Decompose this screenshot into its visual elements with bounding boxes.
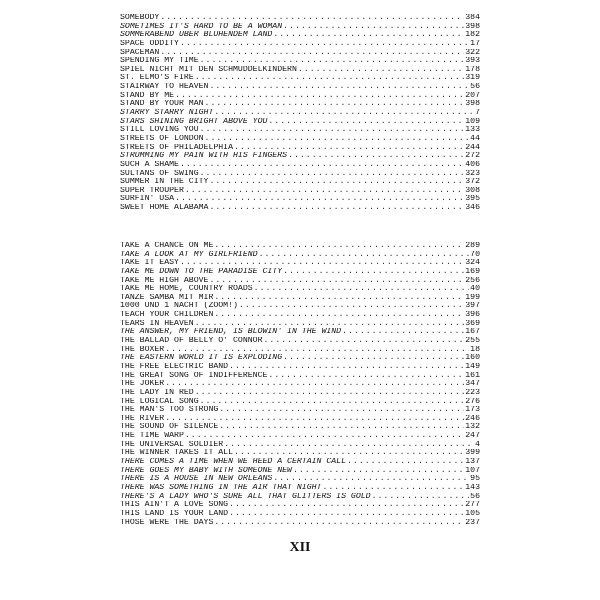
song-page-number: 169 xyxy=(465,267,480,276)
song-title: THE JOKER xyxy=(120,380,165,389)
index-entry[interactable] xyxy=(120,268,480,277)
song-title: SULTANS OF SWING xyxy=(120,169,199,178)
index-entry[interactable] xyxy=(120,242,480,251)
song-page-number: 323 xyxy=(465,169,480,178)
song-title: TAKE ME HOME, COUNTRY ROADS xyxy=(120,285,253,294)
song-page-number: 95 xyxy=(470,475,480,484)
dot-leader xyxy=(347,458,464,467)
index-entry[interactable] xyxy=(120,328,480,337)
song-page-number: 199 xyxy=(465,293,480,302)
song-title: THE EASTERN WORLD IT IS EXPLODING xyxy=(120,354,283,363)
index-entry[interactable] xyxy=(120,415,480,424)
song-page-number: 149 xyxy=(465,362,480,371)
dot-leader xyxy=(229,363,464,372)
song-title: THERE IS A HOUSE IN NEW ORLEANS xyxy=(120,475,273,484)
page-number: XII xyxy=(289,540,311,555)
dot-leader xyxy=(293,467,464,476)
song-page-number: 109 xyxy=(465,117,480,126)
dot-leader xyxy=(160,14,464,23)
song-title: THE BALLAD OF BELLY O' CONNOR xyxy=(120,337,263,346)
song-page-number: 256 xyxy=(465,276,480,285)
dot-leader xyxy=(322,484,464,493)
index-entry[interactable] xyxy=(120,74,480,83)
song-title: THE RIVER xyxy=(120,414,165,423)
index-entry[interactable] xyxy=(120,14,480,23)
dot-leader xyxy=(219,406,464,415)
song-page-number: 347 xyxy=(465,380,480,389)
dot-leader xyxy=(185,187,464,196)
index-entry[interactable] xyxy=(120,277,480,286)
index-entry[interactable] xyxy=(120,432,480,441)
dot-leader xyxy=(195,389,465,398)
index-entry[interactable] xyxy=(120,251,480,260)
song-page-number: 346 xyxy=(465,204,480,213)
song-title: TEACH YOUR CHILDREN xyxy=(120,311,214,320)
song-page-number: 137 xyxy=(465,458,480,467)
song-title: THERE GOES MY BABY WITH SOMEONE NEW xyxy=(120,466,292,475)
song-title: TAKE ME DOWN TO THE PARADISE CITY xyxy=(120,267,283,276)
dot-leader xyxy=(209,277,464,286)
song-page-number: 322 xyxy=(465,48,480,57)
index-entry[interactable] xyxy=(120,100,480,109)
index-entry[interactable] xyxy=(120,294,480,303)
dot-leader xyxy=(175,195,464,204)
song-title: THE WINNER TAKES IT ALL xyxy=(120,449,234,458)
index-entry[interactable] xyxy=(120,170,480,179)
index-entry[interactable] xyxy=(120,31,480,40)
dot-leader xyxy=(165,380,464,389)
dot-leader xyxy=(165,415,464,424)
dot-leader xyxy=(283,23,464,32)
song-title: SOMETIMES IT'S HARD TO BE A WOMAN xyxy=(120,22,283,31)
index-entry[interactable] xyxy=(120,40,480,49)
dot-leader xyxy=(160,49,464,58)
song-page-number: 56 xyxy=(470,83,480,92)
index-entry[interactable] xyxy=(120,49,480,58)
dot-leader xyxy=(264,337,465,346)
dot-leader xyxy=(239,302,464,311)
song-title: TANZE SAMBA MIT MIR xyxy=(120,293,214,302)
song-title: THIS LAND IS YOUR LAND xyxy=(120,509,229,518)
index-entry[interactable] xyxy=(120,493,480,502)
song-page-number: 289 xyxy=(465,242,480,250)
dot-leader xyxy=(205,100,465,109)
song-page-number: 161 xyxy=(465,371,480,380)
dot-leader xyxy=(259,251,470,260)
dot-leader xyxy=(165,346,469,355)
song-title: STAND BY YOUR MAN xyxy=(120,100,204,109)
index-entry[interactable] xyxy=(120,372,480,381)
song-page-number: 406 xyxy=(465,160,480,169)
song-title: SPIEL NICHT MIT DEN SCHMUDDELKINDERN xyxy=(120,65,297,74)
song-title: SUPER TROUPER xyxy=(120,186,184,195)
song-title: 1000 UND 1 NACHT (ZOOM!) xyxy=(120,302,238,311)
song-page-number: 246 xyxy=(465,414,480,423)
song-page-number: 247 xyxy=(465,432,480,441)
song-title: TEARS IN HEAVEN xyxy=(120,319,194,328)
song-title: SOMEBODY xyxy=(120,14,160,22)
index-entry[interactable] xyxy=(120,501,480,510)
index-entry[interactable] xyxy=(120,484,480,493)
song-page-number: 237 xyxy=(465,518,480,527)
index-entry[interactable] xyxy=(120,449,480,458)
song-title: SURFIN' USA xyxy=(120,195,175,204)
dot-leader xyxy=(254,285,470,294)
song-page-number: 399 xyxy=(465,449,480,458)
index-entry[interactable] xyxy=(120,389,480,398)
dot-leader xyxy=(268,118,464,127)
song-title: STAND BY ME xyxy=(120,91,175,100)
dot-leader xyxy=(200,57,465,66)
dot-leader xyxy=(200,170,465,179)
dot-leader xyxy=(214,109,474,118)
index-entry[interactable] xyxy=(120,204,480,213)
song-title: THE LOGICAL SONG xyxy=(120,397,199,406)
song-title: SWEET HOME ALABAMA xyxy=(120,204,209,213)
dot-leader xyxy=(180,161,464,170)
song-page-number: 107 xyxy=(465,466,480,475)
song-page-number: 369 xyxy=(465,319,480,328)
song-title: STREETS OF PHILADELPHIA xyxy=(120,143,234,152)
song-title: THERE'S A LADY WHO'S SURE ALL THAT GLITTERS IS GOLD xyxy=(120,492,371,501)
dot-leader xyxy=(200,398,465,407)
dot-leader xyxy=(298,66,464,75)
song-page-number: 173 xyxy=(465,406,480,415)
index-entry[interactable] xyxy=(120,363,480,372)
song-page-number: 133 xyxy=(465,126,480,135)
index-entry[interactable] xyxy=(120,320,480,329)
index-entry[interactable] xyxy=(120,109,480,118)
dot-leader xyxy=(180,40,469,49)
index-entry[interactable] xyxy=(120,92,480,101)
dot-leader xyxy=(224,441,474,450)
song-title: STARS SHINING BRIGHT ABOVE YOU xyxy=(120,117,268,126)
song-index-list-t xyxy=(120,242,480,527)
index-entry[interactable] xyxy=(120,380,480,389)
index-entry[interactable] xyxy=(120,510,480,519)
index-entry[interactable] xyxy=(120,66,480,75)
index-entry[interactable] xyxy=(120,195,480,204)
song-title: SPACEMAN xyxy=(120,48,160,57)
dot-leader xyxy=(229,501,464,510)
song-page-number: 132 xyxy=(465,423,480,432)
song-page-number: 18 xyxy=(470,345,480,354)
index-entry[interactable] xyxy=(120,441,480,450)
song-title: STAIRWAY TO HEAVEN xyxy=(120,83,209,92)
song-title: THIS AIN'T A LOVE SONG xyxy=(120,501,229,510)
song-page-number: 396 xyxy=(465,311,480,320)
song-title: THERE WAS SOMETHING IN THE AIR THAT NIGHT xyxy=(120,483,322,492)
index-entry[interactable] xyxy=(120,126,480,135)
song-title: THE UNIVERSAL SOLDIER xyxy=(120,440,224,449)
dot-leader xyxy=(342,328,464,337)
song-title: SUMMER IN THE CITY xyxy=(120,178,209,187)
index-entry[interactable] xyxy=(120,406,480,415)
song-page-number: 207 xyxy=(465,91,480,100)
dot-leader xyxy=(180,259,464,268)
song-page-number: 7 xyxy=(475,109,480,118)
song-page-number: 160 xyxy=(465,354,480,363)
index-entry[interactable] xyxy=(120,337,480,346)
song-page-number: 167 xyxy=(465,328,480,337)
song-index-list-s xyxy=(120,14,480,213)
song-title: SOMMERABEND ÜBER BLÜHENDEM LAND xyxy=(120,31,273,40)
song-title: TAKE A LOOK AT MY GIRLFRIEND xyxy=(120,250,258,259)
song-page-number: 395 xyxy=(465,195,480,204)
song-title: STILL LOVING YOU xyxy=(120,126,199,135)
dot-leader xyxy=(234,144,464,153)
dot-leader xyxy=(214,294,464,303)
index-entry[interactable] xyxy=(120,178,480,187)
song-page-number: 277 xyxy=(465,501,480,510)
index-entry[interactable] xyxy=(120,118,480,127)
song-title: THOSE WERE THE DAYS xyxy=(120,518,214,527)
dot-leader xyxy=(214,242,464,251)
song-page-number: 182 xyxy=(465,31,480,40)
dot-leader xyxy=(268,372,464,381)
index-entry[interactable] xyxy=(120,57,480,66)
index-entry[interactable] xyxy=(120,285,480,294)
song-page-number: 143 xyxy=(465,483,480,492)
song-page-number: 44 xyxy=(470,134,480,143)
song-title: THE SOUND OF SILENCE xyxy=(120,423,219,432)
index-entry[interactable] xyxy=(120,458,480,467)
dot-leader xyxy=(214,519,464,528)
song-page-number: 255 xyxy=(465,337,480,346)
song-title: THERE COMES A TIME WHEN WE HEED A CERTAIN CALL xyxy=(120,458,347,467)
song-title: THE ANSWER, MY FRIEND, IS BLOWIN' IN THE WIND xyxy=(120,328,342,337)
song-page-number: 398 xyxy=(465,22,480,31)
song-title: THE MAN'S TOO STRONG xyxy=(120,406,219,415)
dot-leader xyxy=(185,432,464,441)
dot-leader xyxy=(175,92,464,101)
song-title: THE BOXER xyxy=(120,345,165,354)
song-page-number: 70 xyxy=(470,250,480,259)
dot-leader xyxy=(219,423,464,432)
song-title: SPENDING MY TIME xyxy=(120,57,199,66)
dot-leader xyxy=(372,493,470,502)
dot-leader xyxy=(234,449,464,458)
song-title: STREETS OF LONDON xyxy=(120,134,204,143)
song-title: ST. ELMO'S FIRE xyxy=(120,74,194,83)
song-page-number: 56 xyxy=(470,492,480,501)
song-title: STARRY STARRY NIGHT xyxy=(120,109,214,118)
index-entry[interactable] xyxy=(120,23,480,32)
song-title: TAKE ME HIGH ABOVE xyxy=(120,276,209,285)
song-page-number: 276 xyxy=(465,397,480,406)
song-title: THE FREE ELECTRIC BAND xyxy=(120,362,229,371)
dot-leader xyxy=(209,178,464,187)
dot-leader xyxy=(229,510,464,519)
song-page-number: 398 xyxy=(465,100,480,109)
dot-leader xyxy=(273,475,469,484)
song-page-number: 40 xyxy=(470,285,480,294)
index-entry[interactable] xyxy=(120,346,480,355)
song-page-number: 384 xyxy=(465,14,480,22)
song-page-number: 105 xyxy=(465,509,480,518)
dot-leader xyxy=(214,311,464,320)
song-title: TAKE IT EASY xyxy=(120,259,179,268)
dot-leader xyxy=(288,152,464,161)
song-title: SPACE ODDITY xyxy=(120,39,179,48)
index-entry[interactable] xyxy=(120,259,480,268)
song-page-number: 372 xyxy=(465,178,480,187)
song-title: TAKE A CHANCE ON ME xyxy=(120,242,214,250)
song-page-number: 308 xyxy=(465,186,480,195)
song-page-number: 178 xyxy=(465,65,480,74)
index-entry[interactable] xyxy=(120,152,480,161)
index-entry[interactable] xyxy=(120,467,480,476)
index-entry[interactable] xyxy=(120,354,480,363)
index-entry[interactable] xyxy=(120,83,480,92)
index-entry[interactable] xyxy=(120,519,480,528)
index-entry[interactable] xyxy=(120,398,480,407)
song-page-number: 244 xyxy=(465,143,480,152)
song-title: THE GREAT SONG OF INDIFFERENCE xyxy=(120,371,268,380)
song-page-number: 223 xyxy=(465,388,480,397)
index-entry[interactable] xyxy=(120,187,480,196)
dot-leader xyxy=(195,320,465,329)
dot-leader xyxy=(283,268,464,277)
index-entry[interactable] xyxy=(120,161,480,170)
song-title: SUCH A SHAME xyxy=(120,160,179,169)
song-page-number: 393 xyxy=(465,57,480,66)
dot-leader xyxy=(195,74,465,83)
index-entry[interactable] xyxy=(120,311,480,320)
dot-leader xyxy=(200,126,465,135)
dot-leader xyxy=(205,135,470,144)
dot-leader xyxy=(209,83,469,92)
index-entry[interactable] xyxy=(120,144,480,153)
dot-leader xyxy=(273,31,464,40)
index-entry[interactable] xyxy=(120,475,480,484)
song-title: THE TIME WARP xyxy=(120,432,184,441)
song-page-number: 397 xyxy=(465,302,480,311)
song-page-number: 319 xyxy=(465,74,480,83)
song-page-number: 17 xyxy=(470,39,480,48)
dot-leader xyxy=(283,354,464,363)
song-title: STRUMMING MY PAIN WITH HIS FINGERS xyxy=(120,152,288,161)
song-page-number: 4 xyxy=(475,440,480,449)
song-title: THE LADY IN RED xyxy=(120,388,194,397)
dot-leader xyxy=(209,204,464,213)
song-page-number: 324 xyxy=(465,259,480,268)
index-entry[interactable] xyxy=(120,423,480,432)
index-entry[interactable] xyxy=(120,302,480,311)
index-entry[interactable] xyxy=(120,135,480,144)
song-page-number: 272 xyxy=(465,152,480,161)
